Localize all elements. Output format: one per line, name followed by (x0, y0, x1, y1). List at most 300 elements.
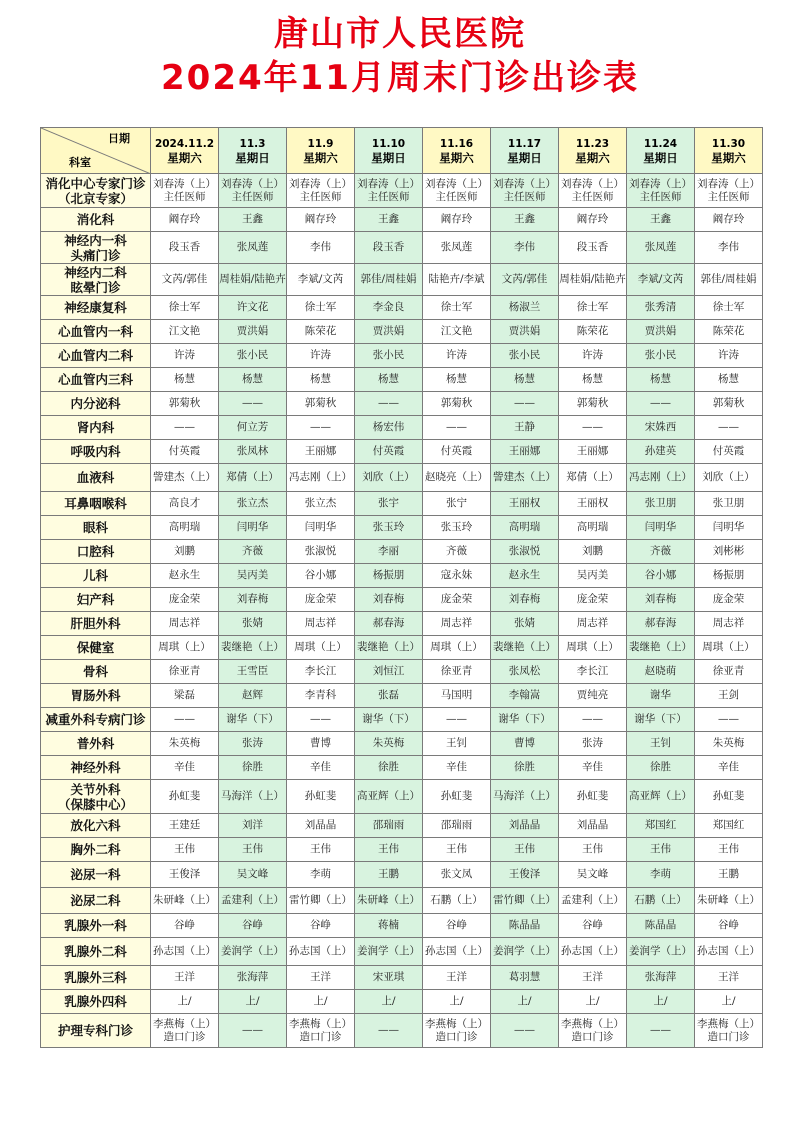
table-row (41, 838, 763, 862)
dept-cell: 耳鼻咽喉科 (41, 492, 151, 516)
doctor-cell: 刘晶晶 (491, 814, 559, 838)
doctor-cell: 王洋 (695, 966, 763, 990)
diagonal-line (41, 128, 151, 174)
doctor-cell: 刘鹏 (559, 540, 627, 564)
doctor-cell: 赵永生 (491, 564, 559, 588)
table-row (41, 344, 763, 368)
doctor-cell: 朱研峰（上） (695, 888, 763, 914)
doctor-cell: 段玉香 (151, 232, 219, 264)
doctor-cell: 周琪（上） (423, 636, 491, 660)
doctor-cell: 上/ (559, 990, 627, 1014)
doctor-cell: 王伟 (627, 838, 695, 862)
table-row (41, 612, 763, 636)
doctor-cell: 李金良 (355, 296, 423, 320)
doctor-cell: 赵辉 (219, 684, 287, 708)
doctor-cell: 高亚辉（上） (355, 780, 423, 814)
header-row (41, 128, 763, 174)
doctor-cell: 李萌 (287, 862, 355, 888)
doctor-cell: 张玉玲 (355, 516, 423, 540)
doctor-cell: 周琪（上） (695, 636, 763, 660)
table-row (41, 1014, 763, 1048)
doctor-cell: 闫明华 (287, 516, 355, 540)
doctor-cell: 徐胜 (491, 756, 559, 780)
doctor-cell: 张海萍 (627, 966, 695, 990)
doctor-cell: 郭菊秋 (423, 392, 491, 416)
doctor-cell: 杨振朋 (355, 564, 423, 588)
table-row (41, 636, 763, 660)
doctor-cell: 庞金荣 (287, 588, 355, 612)
table-row (41, 368, 763, 392)
doctor-cell: 谢华（下） (355, 708, 423, 732)
doctor-cell: 阚存玲 (559, 208, 627, 232)
doctor-cell: 朱研峰（上） (151, 888, 219, 914)
doctor-cell: 付英霞 (151, 440, 219, 464)
doctor-cell: —— (219, 1014, 287, 1048)
table-row (41, 440, 763, 464)
table-row (41, 588, 763, 612)
doctor-cell: 王鑫 (355, 208, 423, 232)
doctor-cell: 高明瑞 (151, 516, 219, 540)
doctor-cell: 陈荣花 (287, 320, 355, 344)
doctor-cell: 周琪（上） (287, 636, 355, 660)
doctor-cell: 郭菊秋 (559, 392, 627, 416)
doctor-cell: 张小民 (355, 344, 423, 368)
table-row (41, 416, 763, 440)
dept-cell: 口腔科 (41, 540, 151, 564)
doctor-cell: 谷峥 (423, 914, 491, 938)
doctor-cell: 马国明 (423, 684, 491, 708)
doctor-cell: 张文凤 (423, 862, 491, 888)
doctor-cell: 李燕梅（上） 造口门诊 (287, 1014, 355, 1048)
doctor-cell: 上/ (423, 990, 491, 1014)
doctor-cell: 刘春梅 (627, 588, 695, 612)
doctor-cell: 陆艳卉/李斌 (423, 264, 491, 296)
doctor-cell: 杨慧 (287, 368, 355, 392)
doctor-cell: 刘春梅 (355, 588, 423, 612)
doctor-cell: 张立杰 (287, 492, 355, 516)
doctor-cell: 王伟 (423, 838, 491, 862)
weekday-label: 星期日 (235, 150, 270, 165)
doctor-cell: 邵瑞雨 (423, 814, 491, 838)
doctor-cell: 辛佳 (151, 756, 219, 780)
doctor-cell: 宋姝西 (627, 416, 695, 440)
doctor-cell: 谷峥 (287, 914, 355, 938)
doctor-cell: 孙虹斐 (151, 780, 219, 814)
doctor-cell: 陈晶晶 (491, 914, 559, 938)
doctor-cell: 高亚辉（上） (627, 780, 695, 814)
doctor-cell: 刘春涛（上） 主任医师 (219, 174, 287, 208)
doctor-cell: 孙虹斐 (423, 780, 491, 814)
doctor-cell: —— (355, 1014, 423, 1048)
table-row (41, 684, 763, 708)
doctor-cell: 王伟 (695, 838, 763, 862)
doctor-cell: 杨振朋 (695, 564, 763, 588)
weekday-label: 星期日 (371, 150, 406, 165)
doctor-cell: 李斌/文芮 (287, 264, 355, 296)
doctor-cell: 王雪臣 (219, 660, 287, 684)
dept-cell: 保健室 (41, 636, 151, 660)
doctor-cell: 徐士军 (151, 296, 219, 320)
doctor-cell: 杨慧 (355, 368, 423, 392)
doctor-cell: 石鹏（上） (627, 888, 695, 914)
doctor-cell: 上/ (287, 990, 355, 1014)
doctor-cell: 王伟 (219, 838, 287, 862)
doctor-cell: 孙虹斐 (559, 780, 627, 814)
doctor-cell: 杨慧 (559, 368, 627, 392)
dept-cell: 关节外科 （保膝中心） (41, 780, 151, 814)
doctor-cell: 辛佳 (559, 756, 627, 780)
doctor-cell: 杨宏伟 (355, 416, 423, 440)
date-header-2 (287, 128, 355, 174)
doctor-cell: 姜润学（上） (355, 938, 423, 966)
table-row (41, 540, 763, 564)
doctor-cell: —— (287, 708, 355, 732)
doctor-cell: 郑倩（上） (219, 464, 287, 492)
doctor-cell: 张宁 (423, 492, 491, 516)
doctor-cell: 上/ (219, 990, 287, 1014)
dept-cell: 放化六科 (41, 814, 151, 838)
doctor-cell: 吴文峰 (559, 862, 627, 888)
table-row (41, 232, 763, 264)
doctor-cell: 王伟 (559, 838, 627, 862)
doctor-cell: 张卫朋 (627, 492, 695, 516)
doctor-cell: 张婧 (491, 612, 559, 636)
doctor-cell: —— (627, 392, 695, 416)
doctor-cell: 孟建利（上） (219, 888, 287, 914)
doctor-cell: 刘春梅 (491, 588, 559, 612)
doctor-cell: 王鑫 (219, 208, 287, 232)
table-row (41, 914, 763, 938)
dept-cell: 内分泌科 (41, 392, 151, 416)
dept-cell: 乳腺外三科 (41, 966, 151, 990)
doctor-cell: 上/ (695, 990, 763, 1014)
date-label: 11.23 (575, 137, 610, 150)
weekday-label: 星期六 (711, 150, 746, 165)
doctor-cell: 王鹏 (355, 862, 423, 888)
doctor-cell: 孟建利（上） (559, 888, 627, 914)
doctor-cell: 周桂娟/陆艳卉 (559, 264, 627, 296)
doctor-cell: 孙志国（上） (287, 938, 355, 966)
doctor-cell: 许涛 (559, 344, 627, 368)
doctor-cell: 王丽权 (559, 492, 627, 516)
doctor-cell: 雷竹卿（上） (491, 888, 559, 914)
dept-cell: 眼科 (41, 516, 151, 540)
doctor-cell: 王丽娜 (559, 440, 627, 464)
doctor-cell: 辛佳 (287, 756, 355, 780)
doctor-cell: —— (559, 416, 627, 440)
doctor-cell: 张磊 (355, 684, 423, 708)
doctor-cell: 王鑫 (627, 208, 695, 232)
doctor-cell: 杨慧 (491, 368, 559, 392)
doctor-cell: 江文艳 (423, 320, 491, 344)
doctor-cell: 邵瑞雨 (355, 814, 423, 838)
doctor-cell: —— (287, 416, 355, 440)
doctor-cell: 李伟 (287, 232, 355, 264)
doctor-cell: 刘春涛（上） 主任医师 (559, 174, 627, 208)
weekday-label: 星期日 (507, 150, 542, 165)
doctor-cell: 郭菊秋 (695, 392, 763, 416)
doctor-cell: 刘春涛（上） 主任医师 (423, 174, 491, 208)
doctor-cell: 周琪（上） (559, 636, 627, 660)
date-header-1 (219, 128, 287, 174)
dept-cell: 肾内科 (41, 416, 151, 440)
page-subtitle: 2024年11月周末门诊出诊表 (161, 58, 639, 98)
doctor-cell: 郭佳/周桂娟 (355, 264, 423, 296)
doctor-cell: 陈荣花 (695, 320, 763, 344)
dept-cell: 消化中心专家门诊 （北京专家） (41, 174, 151, 208)
page-title: 唐山市人民医院 (274, 14, 526, 54)
doctor-cell: 曹博 (491, 732, 559, 756)
doctor-cell: 张淑悦 (491, 540, 559, 564)
doctor-cell: 徐胜 (355, 756, 423, 780)
doctor-cell: 阚存玲 (695, 208, 763, 232)
doctor-cell: 孙建英 (627, 440, 695, 464)
doctor-cell: 张凤莲 (627, 232, 695, 264)
doctor-cell: 高良才 (151, 492, 219, 516)
date-header-6 (559, 128, 627, 174)
doctor-cell: 孙虹斐 (695, 780, 763, 814)
doctor-cell: 曹博 (287, 732, 355, 756)
doctor-cell: 赵晓亮（上） (423, 464, 491, 492)
doctor-cell: 张卫朋 (695, 492, 763, 516)
doctor-cell: 李萌 (627, 862, 695, 888)
doctor-cell: 刘彬彬 (695, 540, 763, 564)
doctor-cell: 张婧 (219, 612, 287, 636)
doctor-cell: —— (151, 708, 219, 732)
table-row (41, 938, 763, 966)
doctor-cell: 上/ (355, 990, 423, 1014)
dept-cell: 儿科 (41, 564, 151, 588)
corner-cell (41, 128, 151, 174)
doctor-cell: 庞金荣 (559, 588, 627, 612)
weekday-label: 星期六 (167, 150, 202, 165)
dept-cell: 乳腺外四科 (41, 990, 151, 1014)
doctor-cell: 訾建杰（上） (491, 464, 559, 492)
doctor-cell: 李长江 (287, 660, 355, 684)
doctor-cell: 段玉香 (355, 232, 423, 264)
doctor-cell: 江文艳 (151, 320, 219, 344)
doctor-cell: 徐亚青 (151, 660, 219, 684)
doctor-cell: 王丽权 (491, 492, 559, 516)
doctor-cell: 宋亚琪 (355, 966, 423, 990)
table-row (41, 208, 763, 232)
date-label: 11.24 (643, 137, 678, 150)
doctor-cell: 王洋 (423, 966, 491, 990)
doctor-cell: 何立芳 (219, 416, 287, 440)
date-header-3 (355, 128, 423, 174)
doctor-cell: 张玉玲 (423, 516, 491, 540)
doctor-cell: 徐胜 (627, 756, 695, 780)
table-row (41, 888, 763, 914)
doctor-cell: 庞金荣 (151, 588, 219, 612)
doctor-cell: 李伟 (695, 232, 763, 264)
doctor-cell: 徐胜 (219, 756, 287, 780)
date-label: 11.3 (239, 137, 266, 150)
doctor-cell: 谷峥 (219, 914, 287, 938)
doctor-cell: 石鹏（上） (423, 888, 491, 914)
schedule-table (40, 127, 763, 1048)
doctor-cell: 谢华 (627, 684, 695, 708)
doctor-cell: 高明瑞 (491, 516, 559, 540)
doctor-cell: 许文花 (219, 296, 287, 320)
doctor-cell: 梁磊 (151, 684, 219, 708)
weekday-label: 星期日 (643, 150, 678, 165)
doctor-cell: 张凤莲 (423, 232, 491, 264)
doctor-cell: 吴文峰 (219, 862, 287, 888)
doctor-cell: 许涛 (151, 344, 219, 368)
doctor-cell: 王鑫 (491, 208, 559, 232)
doctor-cell: 杨淑兰 (491, 296, 559, 320)
table-row (41, 564, 763, 588)
doctor-cell: 王钊 (627, 732, 695, 756)
doctor-cell: 张凤林 (219, 440, 287, 464)
doctor-cell: 李丽 (355, 540, 423, 564)
doctor-cell: 裴继艳（上） (355, 636, 423, 660)
doctor-cell: 贾洪娟 (219, 320, 287, 344)
doctor-cell: 贾洪娟 (491, 320, 559, 344)
dept-cell: 胸外二科 (41, 838, 151, 862)
doctor-cell: 王建廷 (151, 814, 219, 838)
doctor-cell: 朱英梅 (355, 732, 423, 756)
doctor-cell: 张立杰 (219, 492, 287, 516)
doctor-cell: 高明瑞 (559, 516, 627, 540)
dept-cell: 减重外科专病门诊 (41, 708, 151, 732)
doctor-cell: 贾洪娟 (627, 320, 695, 344)
doctor-cell: 齐薇 (219, 540, 287, 564)
dept-cell: 神经内二科 眩晕门诊 (41, 264, 151, 296)
table-row (41, 780, 763, 814)
doctor-cell: 郭菊秋 (287, 392, 355, 416)
doctor-cell: 王洋 (287, 966, 355, 990)
doctor-cell: 周志祥 (287, 612, 355, 636)
doctor-cell: 闫明华 (219, 516, 287, 540)
doctor-cell: 阚存玲 (423, 208, 491, 232)
doctor-cell: 郭菊秋 (151, 392, 219, 416)
doctor-cell: 周桂娟/陆艳卉 (219, 264, 287, 296)
doctor-cell: 王伟 (491, 838, 559, 862)
doctor-cell: 张涛 (219, 732, 287, 756)
table-row (41, 990, 763, 1014)
doctor-cell: 刘欣（上） (355, 464, 423, 492)
dept-cell: 普外科 (41, 732, 151, 756)
doctor-cell: 徐士军 (559, 296, 627, 320)
table-row (41, 756, 763, 780)
date-header-0 (151, 128, 219, 174)
doctor-cell: 裴继艳（上） (219, 636, 287, 660)
dept-cell: 呼吸内科 (41, 440, 151, 464)
doctor-cell: 郑倩（上） (559, 464, 627, 492)
doctor-cell: 訾建杰（上） (151, 464, 219, 492)
doctor-cell: 葛羽慧 (491, 966, 559, 990)
doctor-cell: 赵晓萌 (627, 660, 695, 684)
date-label: 11.17 (507, 137, 542, 150)
doctor-cell: 裴继艳（上） (491, 636, 559, 660)
doctor-cell: 王剑 (695, 684, 763, 708)
table-row (41, 264, 763, 296)
doctor-cell: 裴继艳（上） (627, 636, 695, 660)
table-row (41, 492, 763, 516)
weekday-label: 星期六 (575, 150, 610, 165)
doctor-cell: 李燕梅（上） 造口门诊 (151, 1014, 219, 1048)
doctor-cell: —— (695, 708, 763, 732)
doctor-cell: 刘春涛（上） 主任医师 (627, 174, 695, 208)
doctor-cell: 王伟 (151, 838, 219, 862)
doctor-cell: 刘春涛（上） 主任医师 (355, 174, 423, 208)
doctor-cell: 杨慧 (423, 368, 491, 392)
doctor-cell: 谷峥 (559, 914, 627, 938)
date-header-7 (627, 128, 695, 174)
doctor-cell: 付英霞 (355, 440, 423, 464)
doctor-cell: 阚存玲 (151, 208, 219, 232)
doctor-cell: 张凤莲 (219, 232, 287, 264)
doctor-cell: 姜润学（上） (491, 938, 559, 966)
doctor-cell: 徐亚青 (423, 660, 491, 684)
doctor-cell: 张凤松 (491, 660, 559, 684)
doctor-cell: 刘洋 (219, 814, 287, 838)
doctor-cell: 上/ (627, 990, 695, 1014)
table-row (41, 708, 763, 732)
doctor-cell: 周琪（上） (151, 636, 219, 660)
doctor-cell: 刘欣（上） (695, 464, 763, 492)
doctor-cell: 闫明华 (695, 516, 763, 540)
doctor-cell: 吴丙美 (219, 564, 287, 588)
doctor-cell: —— (695, 416, 763, 440)
doctor-cell: 刘恒江 (355, 660, 423, 684)
doctor-cell: 孙志国（上） (423, 938, 491, 966)
doctor-cell: 徐亚青 (695, 660, 763, 684)
doctor-cell: 郝春海 (355, 612, 423, 636)
doctor-cell: 刘春涛（上） 主任医师 (287, 174, 355, 208)
doctor-cell: 张秀清 (627, 296, 695, 320)
date-label: 11.16 (439, 137, 474, 150)
date-label: 11.30 (711, 137, 746, 150)
table-row (41, 174, 763, 208)
doctor-cell: 文芮/郭佳 (491, 264, 559, 296)
doctor-cell: 刘春涛（上） 主任医师 (151, 174, 219, 208)
doctor-cell: 李斌/文芮 (627, 264, 695, 296)
date-label: 2024.11.2 (154, 137, 215, 150)
table-row (41, 660, 763, 684)
dept-cell: 血液科 (41, 464, 151, 492)
dept-cell: 护理专科门诊 (41, 1014, 151, 1048)
doctor-cell: 朱英梅 (151, 732, 219, 756)
doctor-cell: 郑国红 (627, 814, 695, 838)
date-header-8 (695, 128, 763, 174)
doctor-cell: 许涛 (287, 344, 355, 368)
doctor-cell: 李翰嵩 (491, 684, 559, 708)
doctor-cell: 朱研峰（上） (355, 888, 423, 914)
dept-cell: 消化科 (41, 208, 151, 232)
dept-cell: 神经内一科 头痛门诊 (41, 232, 151, 264)
doctor-cell: 马海洋（上） (219, 780, 287, 814)
dept-cell: 肝胆外科 (41, 612, 151, 636)
doctor-cell: 杨慧 (219, 368, 287, 392)
doctor-cell: 张小民 (627, 344, 695, 368)
doctor-cell: —— (559, 708, 627, 732)
doctor-cell: 刘晶晶 (287, 814, 355, 838)
doctor-cell: —— (355, 392, 423, 416)
doctor-cell: 蒋楠 (355, 914, 423, 938)
doctor-cell: 文芮/郭佳 (151, 264, 219, 296)
doctor-cell: 付英霞 (423, 440, 491, 464)
doctor-cell: 孙志国（上） (559, 938, 627, 966)
doctor-cell: 王俊泽 (151, 862, 219, 888)
doctor-cell: 上/ (491, 990, 559, 1014)
doctor-cell: 赵永生 (151, 564, 219, 588)
dept-cell: 妇产科 (41, 588, 151, 612)
doctor-cell: 徐士军 (287, 296, 355, 320)
doctor-cell: 杨慧 (627, 368, 695, 392)
